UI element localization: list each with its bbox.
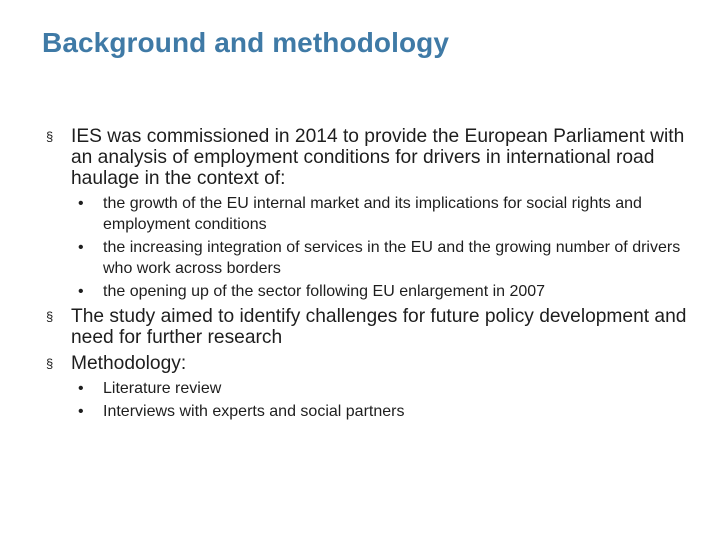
square-bullet-icon: § [46,355,54,371]
dot-bullet-icon: • [78,403,84,420]
sub-bullet-text: Interviews with experts and social partners [103,403,405,420]
sub-bullet-item [46,402,696,423]
sub-bullet-item [46,379,696,400]
dot-bullet-icon: • [78,283,84,300]
sub-bullet-text: the growth of the EU internal market and its implications for social rights and employment conditions [103,195,642,233]
sub-bullet-item [46,282,696,303]
sub-bullet-item [46,194,696,235]
bullet-item [46,306,696,348]
sub-bullet-list [46,379,696,423]
dot-bullet-icon: • [78,195,84,212]
square-bullet-icon: § [46,308,54,324]
bullet-text: Methodology: [71,352,187,374]
bullet-item [46,126,696,189]
slide-title: Background and methodology [42,27,450,58]
square-bullet-icon: § [46,129,54,144]
bullet-text: The study aimed to identify challenges for future policy development and need for further research [71,305,687,348]
bullet-item [46,353,696,374]
sub-bullet-text: the increasing integration of services in the EU and the growing number of drivers who work across borders [103,239,681,277]
dot-bullet-icon: • [78,379,84,397]
sub-bullet-list [46,194,696,303]
bullet-text: IES was commissioned in 2014 to provide the European Parliament with an analysis of employment conditions for drivers in international road haulage in the context of: [71,126,685,189]
dot-bullet-icon: • [78,239,84,256]
sub-bullet-text: Literature review [103,379,222,397]
sub-bullet-text: the opening up of the sector following EU enlargement in 2007 [103,283,546,300]
sub-bullet-item [46,238,696,279]
bullet-list [46,126,696,426]
